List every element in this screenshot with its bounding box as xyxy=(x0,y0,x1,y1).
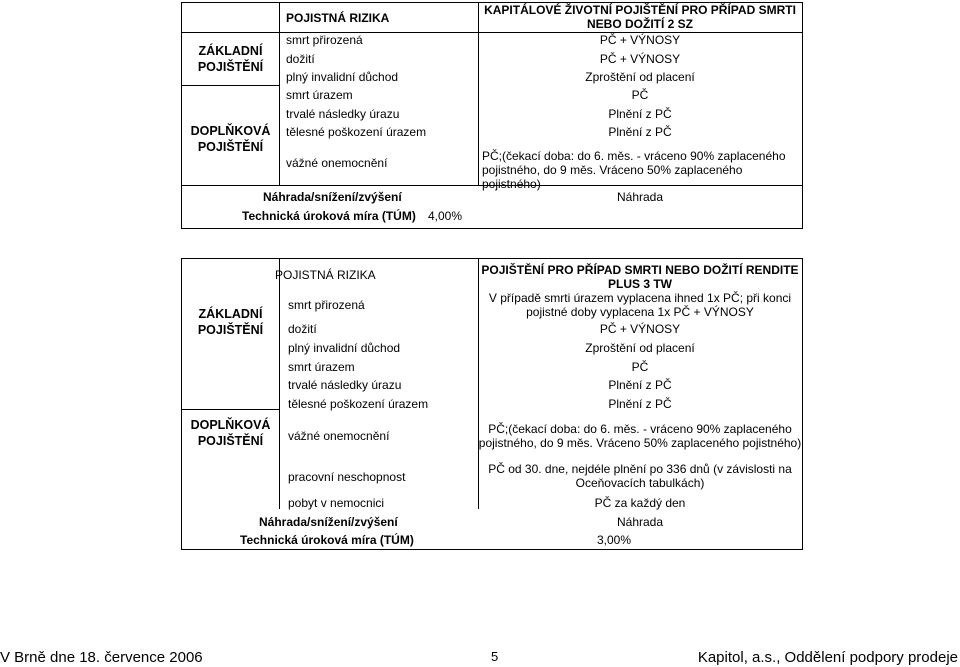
risk-value xyxy=(482,149,802,191)
header-risk: POJISTNÁ RIZIKA xyxy=(275,268,376,282)
risk-value-line1: PČ od 30. dne, nejdéle plnění po 336 dnů (v závislosti na xyxy=(488,462,792,476)
risk-value: PČ za každý den xyxy=(594,496,686,510)
risk-value-line2: pojistného, do 9 měs. Vráceno 50% zaplaceného pojistného) xyxy=(478,436,802,450)
risk-label: smrt úrazem xyxy=(288,360,355,374)
refund-label: Náhrada/snížení/zvýšení xyxy=(259,515,398,529)
risk-label: dožití xyxy=(288,322,317,336)
header-product-line2: NEBO DOŽITÍ 2 SZ xyxy=(586,17,693,31)
risk-label: smrt přirozená xyxy=(286,33,363,47)
risk-label: pobyt v nemocnici xyxy=(288,496,385,510)
risk-value xyxy=(478,422,802,450)
divider xyxy=(182,409,279,410)
risk-label: plný invalidní důchod xyxy=(286,70,399,84)
risk-value: PČ xyxy=(631,360,649,374)
section-basic xyxy=(182,43,279,75)
section-basic-line2: POJIŠTĚNÍ xyxy=(197,60,264,74)
risk-label: vážné onemocnění xyxy=(288,429,390,443)
section-supplementary-line2: POJIŠTĚNÍ xyxy=(197,434,264,448)
table-rendite-pojisteni xyxy=(181,258,803,550)
divider xyxy=(279,3,280,185)
footer-date: V Brně dne 18. července 2006 xyxy=(0,649,203,666)
risk-value: Plnění z PČ xyxy=(608,397,672,411)
risk-value: Plnění z PČ xyxy=(608,125,672,139)
section-supplementary-line2: POJIŠTĚNÍ xyxy=(197,140,264,154)
section-supplementary-line1: DOPLŇKOVÁ xyxy=(190,418,271,432)
risk-value xyxy=(478,462,802,490)
rate-value: 3,00% xyxy=(597,533,632,547)
risk-label: trvalé následky úrazu xyxy=(286,107,400,121)
risk-label: tělesné poškození úrazem xyxy=(286,125,427,139)
risk-value: Zproštění od placení xyxy=(585,341,695,355)
refund-value: Náhrada xyxy=(616,190,664,204)
risk-value-line1: V případě smrti úrazem vyplacena ihned 1x PČ; při konci xyxy=(488,291,792,305)
section-basic xyxy=(182,306,279,338)
risk-value-line2: pojistného, do 9 měs. Vráceno 50% zaplaceného pojistného) xyxy=(482,163,743,191)
risk-label: smrt úrazem xyxy=(286,88,353,102)
divider xyxy=(279,259,280,509)
risk-label: trvalé následky úrazu xyxy=(288,378,402,392)
risk-value xyxy=(478,291,802,319)
risk-value: Plnění z PČ xyxy=(608,107,672,121)
risk-value: PČ + VÝNOSY xyxy=(599,33,681,47)
header-product xyxy=(478,263,802,291)
risk-label: dožití xyxy=(286,52,315,66)
section-basic-line1: ZÁKLADNÍ xyxy=(198,307,263,321)
divider xyxy=(182,85,279,86)
page-number: 5 xyxy=(491,649,499,664)
risk-label: tělesné poškození úrazem xyxy=(288,397,429,411)
risk-value: PČ + VÝNOSY xyxy=(599,52,681,66)
header-risk: POJISTNÁ RIZIKA xyxy=(286,11,390,25)
table-kapitalove-pojisteni xyxy=(181,2,803,229)
section-supplementary xyxy=(182,417,279,449)
risk-label: pracovní neschopnost xyxy=(288,470,406,484)
rate-label: Technická úroková míra (TÚM) xyxy=(242,209,416,223)
risk-label: plný invalidní důchod xyxy=(288,341,401,355)
rate-label: Technická úroková míra (TÚM) xyxy=(240,533,414,547)
header-product-line1: KAPITÁLOVÉ ŽIVOTNÍ POJIŠTĚNÍ PRO PŘÍPAD SMRTI xyxy=(484,3,796,17)
risk-label: smrt přirozená xyxy=(288,298,365,312)
section-supplementary-line1: DOPLŇKOVÁ xyxy=(190,124,271,138)
refund-label: Náhrada/snížení/zvýšení xyxy=(263,190,402,204)
section-supplementary xyxy=(182,123,279,155)
section-basic-line1: ZÁKLADNÍ xyxy=(198,44,263,58)
risk-value-line1: PČ;(čekací doba: do 6. měs. - vráceno 90% zaplaceného xyxy=(488,422,792,436)
section-basic-line2: POJIŠTĚNÍ xyxy=(197,323,264,337)
header-product-line2: PLUS 3 TW xyxy=(607,277,672,291)
risk-value-line1: PČ;(čekací doba: do 6. měs. - vráceno 90% zaplaceného xyxy=(482,149,786,163)
risk-value-line2: Oceňovacích tabulkách) xyxy=(575,476,705,490)
risk-value-line2: pojistné doby vyplacena 1x PČ + VÝNOSY xyxy=(526,305,754,319)
header-product xyxy=(478,3,802,31)
header-product-line1: POJIŠTĚNÍ PRO PŘÍPAD SMRTI NEBO DOŽITÍ RENDITE xyxy=(481,263,799,277)
risk-value: Plnění z PČ xyxy=(608,378,672,392)
footer-company: Kapitol, a.s., Oddělení podpory prodeje xyxy=(697,649,958,666)
risk-label: vážné onemocnění xyxy=(286,156,388,170)
refund-value: Náhrada xyxy=(616,515,664,529)
rate-value: 4,00% xyxy=(428,209,463,223)
risk-value: Zproštění od placení xyxy=(585,70,695,84)
risk-value: PČ xyxy=(631,88,649,102)
risk-value: PČ + VÝNOSY xyxy=(599,322,681,336)
